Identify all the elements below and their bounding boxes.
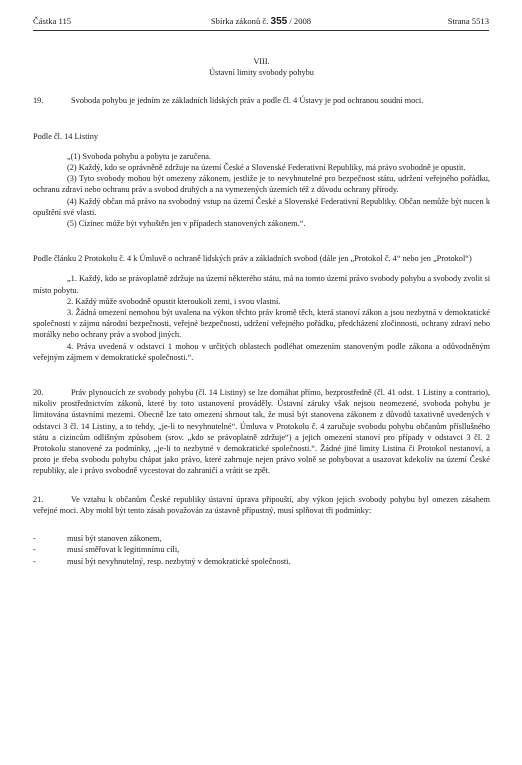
paragraph-text: Práv plynoucích ze svobody pohybu (čl. 14 Listiny) se lze domáhat přímo, bezprostředně (čl. 41 odst. 1 Listiny a contrario), nikoliv prostřednictvím zákonů, které by toto ustanovení prováděly. Ústavní záruky však nejsou neomezené, svoboda pohybu je limitována ústavními mezemi. Obecně lze tato omezení shrnout tak, že musí být stanovena zákonem z důvodů taxativně uvedených v odstavci 3 čl. 14 Listiny, a to tehdy, „je-li to nevyhnutelné“. Úmluva v Protokolu č. 4 zaručuje svobodu pohybu občanům přísllušného státu a cizincům odlišným způsobem (srov. „kdo se právoplatně zdržuje“) a jejich omezení stanoví pro případy v odstavci 3 čl. 2 Protokolu stanovené za podmínky, „je-li to nezbytné v demokratické společnosti.“. Žádné jiné limity Listina či Protokol nestanoví, a proto je třeba svobodu pohybu chápat jako právo, které zahrnuje nejen právo volně se pohybovat a usazovat kdekoliv na území České republiky, ale i právo svobodně vycestovat do zahraničí a vrátit se zpět. <box>33 388 490 476</box>
section-title: Ústavní limity svobody pohybu <box>209 68 314 78</box>
protokol-quote <box>33 273 490 363</box>
listina-quote <box>33 151 490 229</box>
quote-item: 4. Práva uvedená v odstavci 1 mohou v určitých oblastech podléhat omezením stanoveným podle zákona a odůvodněným veřejným zájmem v demokratické společnosti.“. <box>33 341 490 362</box>
list-item-text: musí směřovat k legitimnímu cíli, <box>67 545 180 555</box>
list-dash: - <box>33 534 36 544</box>
header-rule <box>33 30 489 31</box>
header-year: / 2008 <box>287 15 312 26</box>
list-item <box>33 544 490 555</box>
list-item <box>33 556 490 567</box>
header-part: Částka 115 <box>33 16 72 26</box>
quote-item: „(1) Svoboda pohybu a pobytu je zaručena. <box>67 151 211 161</box>
document-body <box>33 56 490 567</box>
quote-item: „1. Každý, kdo se právoplatně zdržuje na území některého státu, má na tomto území právo svobody pohybu a svobody zvolit si místo pobytu. <box>33 274 490 295</box>
header-issue-number: 355 <box>270 15 288 27</box>
paragraph-20 <box>33 387 490 477</box>
header-page-number: Strana 5513 <box>447 16 489 26</box>
list-dash: - <box>33 556 36 566</box>
paragraph-number: 20. <box>33 388 44 398</box>
quote-item: (3) Tyto svobody mohou být omezeny zákonem, jestliže je to nevyhnutelné pro bezpečnost státu, udržení veřejného pořádku, ochranu zdraví nebo ochranu práv a svobod druhých a na vymezených územích též z důvodu ochrany přírody. <box>33 174 490 195</box>
section-number: VIII. <box>253 57 270 66</box>
paragraph-number: 21. <box>33 494 44 504</box>
conditions-list <box>33 533 490 567</box>
quote-item: (2) Každý, kdo se oprávněně zdržuje na území České a Slovenské Federativní Republiky, má právo svobodně je opustit. <box>67 163 466 173</box>
listina-intro: Podle čl. 14 Listiny <box>33 131 98 141</box>
paragraph-text: Svoboda pohybu je jedním ze základních lidských práv a podle čl. 4 Ústavy je pod ochranou soudní moci. <box>71 96 424 106</box>
paragraph-number: 19. <box>33 96 44 106</box>
protokol-intro: Podle článku 2 Protokolu č. 4 k Úmluvě o ochraně lidských práv a základních svobod (dále jen „Protokol č. 4“ nebo jen „Protokol“) <box>33 254 472 264</box>
quote-item: 3. Žádná omezení nemohou být uvalena na výkon těchto práv kromě těch, která stanoví zákon a jsou nezbytná v demokratické společnosti v zájmu národní bezpečnosti, veřejné bezpečnosti, udržení veřejného pořádku, předcházení zločinnosti, ochrany zdraví nebo morálky nebo ochrany práv a svobod jiných. <box>33 308 490 340</box>
header-journal-name: Sbírka zákonů č. <box>210 15 271 26</box>
header-journal <box>33 16 489 27</box>
list-item-text: musí být nevyhnutelný, resp. nezbytný v demokratické společnosti. <box>67 556 291 566</box>
paragraph-21 <box>33 494 490 516</box>
paragraph-19 <box>33 95 490 106</box>
list-dash: - <box>33 545 36 555</box>
quote-item: (5) Cizinec může být vyhoštěn jen v případech stanovených zákonem.“. <box>67 219 306 229</box>
quote-item: 2. Každý může svobodně opustit kteroukoli zemi, i svou vlastní. <box>67 296 281 306</box>
page-header <box>33 14 489 28</box>
paragraph-text: Ve vztahu k občanům České republiky ústavní úprava připouští, aby výkon jejich svobody pohybu byl omezen zásahem veřejné moci. Aby mohl být tento zásah považován za ústavně přípustný, musí splňovat tři podmínky: <box>33 494 490 515</box>
quote-item: (4) Každý občan má právo na svobodný vstup na území České a Slovenské Federativní Republiky. Občan nemůže být nucen k opuštění své vlasti. <box>33 196 490 217</box>
list-item <box>33 533 490 544</box>
list-item-text: musí být stanoven zákonem, <box>67 534 162 544</box>
